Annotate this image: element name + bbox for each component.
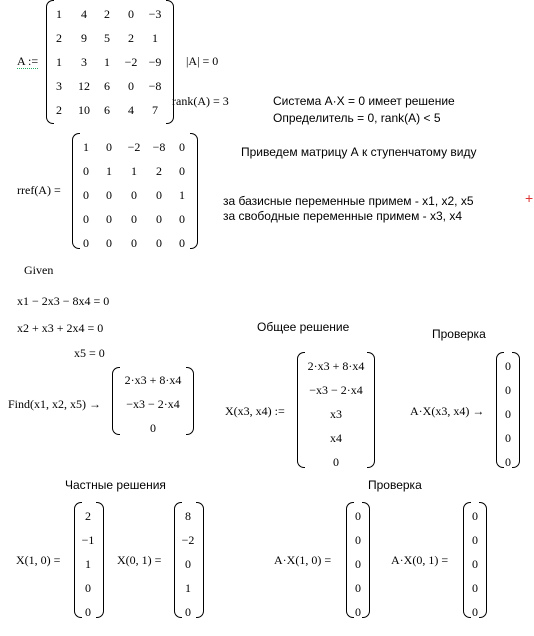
matrix-cell: 0: [472, 557, 478, 571]
matrix-cell: 5: [104, 31, 110, 45]
system-has-solution-text: Система A·X = 0 имеет решение: [273, 94, 455, 108]
matrix-row: [297, 359, 375, 373]
matrix-cell: −2: [127, 140, 141, 154]
matrix-cell: −x3 − 2·x4: [126, 397, 180, 411]
matrix-row: [174, 533, 204, 547]
matrix-cell: 1: [56, 55, 62, 69]
matrix-cell: 10: [78, 103, 90, 117]
basic-vars-text: за базисные переменные примем - x1, x2, x5: [223, 194, 474, 208]
matrix-rref: [72, 133, 198, 249]
matrix-find-result: [112, 367, 194, 435]
matrix-row: [74, 509, 104, 523]
matrix-row: [496, 431, 520, 445]
matrix-row: [46, 55, 174, 69]
check-text-2: Проверка: [368, 478, 422, 492]
matrix-row: [297, 431, 375, 445]
matrix-row: [174, 581, 204, 595]
check-text-1: Проверка: [432, 327, 486, 341]
free-vars-text: за свободные переменные примем - x3, x4: [223, 209, 463, 223]
matrix-row: [112, 421, 194, 435]
matrix-cell: 2: [128, 31, 134, 45]
def-A-label-text: A :=: [17, 54, 39, 68]
matrix-cell: 0: [472, 605, 478, 619]
matrix-cell: 0: [472, 581, 478, 595]
matrix-cell: 2: [56, 103, 62, 117]
matrix-cell: 0: [179, 140, 185, 154]
X-def-label: X(x3, x4) :=: [225, 404, 285, 418]
matrix-cell: 0: [131, 236, 137, 250]
matrix-X01: [174, 502, 204, 618]
matrix-cell: 8: [185, 509, 191, 523]
matrix-cell: 2: [104, 7, 110, 21]
matrix-cell: −8: [152, 140, 166, 154]
matrix-cell: 0: [355, 557, 361, 571]
matrix-cell: 0: [179, 212, 185, 226]
general-solution-text: Общее решение: [257, 320, 350, 334]
matrix-cell: 1: [83, 140, 89, 154]
matrix-row: [72, 188, 198, 202]
matrix-cell: 2·x3 + 8·x4: [124, 373, 182, 387]
matrix-cell: 1: [152, 31, 158, 45]
matrix-cell: 2: [85, 509, 91, 523]
matrix-cell: 0: [150, 421, 156, 435]
matrix-row: [463, 557, 487, 571]
matrix-cell: −2: [181, 533, 195, 547]
matrix-cell: 1: [131, 164, 137, 178]
matrix-row: [496, 407, 520, 421]
matrix-cell: 0: [83, 212, 89, 226]
matrix-cell: 0: [505, 431, 511, 445]
matrix-cell: 2: [156, 164, 162, 178]
matrix-cell: 3: [81, 55, 87, 69]
matrix-cell: 9: [81, 31, 87, 45]
matrix-cell: 0: [83, 188, 89, 202]
matrix-row: [297, 455, 375, 469]
rank-A: rank(A) = 3: [172, 94, 229, 108]
matrix-cell: 0: [355, 509, 361, 523]
matrix-cell: 0: [355, 533, 361, 547]
matrix-row: [346, 557, 370, 571]
matrix-cell: −3: [148, 7, 162, 21]
matrix-row: [346, 509, 370, 523]
matrix-cell: 1: [56, 7, 62, 21]
matrix-cell: −9: [148, 55, 162, 69]
matrix-row: [74, 557, 104, 571]
AX10-label: A·X(1, 0) =: [274, 553, 332, 567]
matrix-cell: 1: [104, 55, 110, 69]
matrix-row: [46, 79, 174, 93]
matrix-row: [174, 509, 204, 523]
matrix-row: [72, 164, 198, 178]
matrix-A: [46, 0, 174, 124]
matrix-cell: 0: [106, 236, 112, 250]
rref-label: rref(A) =: [17, 183, 61, 197]
matrix-cell: 1: [185, 581, 191, 595]
matrix-row: [346, 581, 370, 595]
matrix-row: [46, 31, 174, 45]
matrix-row: [74, 605, 104, 619]
matrix-X10: [74, 502, 104, 618]
matrix-X-general: [297, 352, 375, 468]
matrix-cell: 0: [185, 605, 191, 619]
matrix-row: [72, 140, 198, 154]
matrix-cell: 0: [505, 455, 511, 469]
reduce-to-echelon-text: Приведем матрицу А к ступенчатому виду: [241, 145, 477, 159]
matrix-cell: 0: [472, 533, 478, 547]
equation-3: x5 = 0: [74, 346, 105, 360]
matrix-row: [72, 212, 198, 226]
AX-label: A·X(x3, x4) →: [410, 404, 485, 418]
matrix-row: [297, 383, 375, 397]
matrix-cell: 0: [128, 79, 134, 93]
AX01-label: A·X(0, 1) =: [391, 553, 449, 567]
matrix-AX10: [346, 502, 370, 618]
matrix-cell: 1: [85, 557, 91, 571]
matrix-row: [463, 509, 487, 523]
matrix-row: [463, 533, 487, 547]
matrix-cell: 0: [85, 581, 91, 595]
matrix-cell: 0: [355, 605, 361, 619]
matrix-cell: 0: [185, 557, 191, 571]
matrix-cell: x3: [330, 407, 342, 421]
matrix-row: [72, 236, 198, 250]
matrix-cell: 0: [156, 236, 162, 250]
matrix-cell: 1: [106, 164, 112, 178]
matrix-cell: x4: [330, 431, 342, 445]
matrix-cell: 0: [131, 188, 137, 202]
X10-label: X(1, 0) =: [16, 553, 61, 567]
matrix-cell: 3: [56, 79, 62, 93]
matrix-cell: 0: [85, 605, 91, 619]
matrix-cell: 0: [83, 164, 89, 178]
matrix-cell: 0: [156, 188, 162, 202]
matrix-cell: 0: [505, 359, 511, 373]
matrix-cell: −2: [124, 55, 138, 69]
matrix-cell: 2·x3 + 8·x4: [307, 359, 365, 373]
matrix-row: [112, 397, 194, 411]
det-rank-text: Определитель = 0, rank(A) < 5: [273, 111, 441, 125]
matrix-row: [346, 533, 370, 547]
matrix-cell: 0: [505, 383, 511, 397]
matrix-cell: 0: [505, 407, 511, 421]
matrix-cell: 6: [104, 79, 110, 93]
matrix-row: [46, 103, 174, 117]
given-keyword: Given: [24, 263, 54, 277]
matrix-cell: 0: [106, 212, 112, 226]
matrix-cell: 0: [106, 188, 112, 202]
matrix-cell: 0: [106, 140, 112, 154]
matrix-row: [496, 359, 520, 373]
def-A-label: [17, 54, 38, 68]
matrix-cell: −x3 − 2·x4: [309, 383, 363, 397]
matrix-cell: 7: [152, 103, 158, 117]
matrix-row: [496, 383, 520, 397]
matrix-cell: 4: [81, 7, 87, 21]
matrix-cell: 0: [156, 212, 162, 226]
matrix-row: [174, 557, 204, 571]
matrix-row: [346, 605, 370, 619]
matrix-cell: 6: [104, 103, 110, 117]
matrix-row: [112, 373, 194, 387]
matrix-cell: −1: [81, 533, 95, 547]
matrix-cell: 0: [179, 164, 185, 178]
matrix-row: [463, 581, 487, 595]
matrix-cell: 12: [78, 79, 90, 93]
matrix-cell: 0: [472, 509, 478, 523]
matrix-cell: 0: [131, 212, 137, 226]
matrix-AX01: [463, 502, 487, 618]
red-plus-mark: +: [525, 190, 534, 206]
matrix-cell: 0: [128, 7, 134, 21]
matrix-cell: 0: [355, 581, 361, 595]
matrix-row: [46, 7, 174, 21]
matrix-row: [74, 533, 104, 547]
matrix-row: [174, 605, 204, 619]
matrix-cell: 1: [179, 188, 185, 202]
matrix-cell: 0: [333, 455, 339, 469]
X01-label: X(0, 1) =: [117, 553, 162, 567]
matrix-row: [496, 455, 520, 469]
matrix-cell: 0: [83, 236, 89, 250]
matrix-cell: −8: [148, 79, 162, 93]
matrix-cell: 0: [179, 236, 185, 250]
matrix-row: [297, 407, 375, 421]
matrix-cell: 4: [128, 103, 134, 117]
matrix-row: [74, 581, 104, 595]
equation-1: x1 − 2x3 − 8x4 = 0: [17, 294, 110, 308]
matrix-AX-check: [496, 352, 520, 468]
matrix-row: [463, 605, 487, 619]
find-label: Find(x1, x2, x5) →: [8, 397, 101, 411]
equation-2: x2 + x3 + 2x4 = 0: [17, 321, 104, 335]
matrix-cell: 2: [56, 31, 62, 45]
det-A: |A| = 0: [186, 54, 219, 68]
particular-solutions-text: Частные решения: [65, 478, 166, 492]
